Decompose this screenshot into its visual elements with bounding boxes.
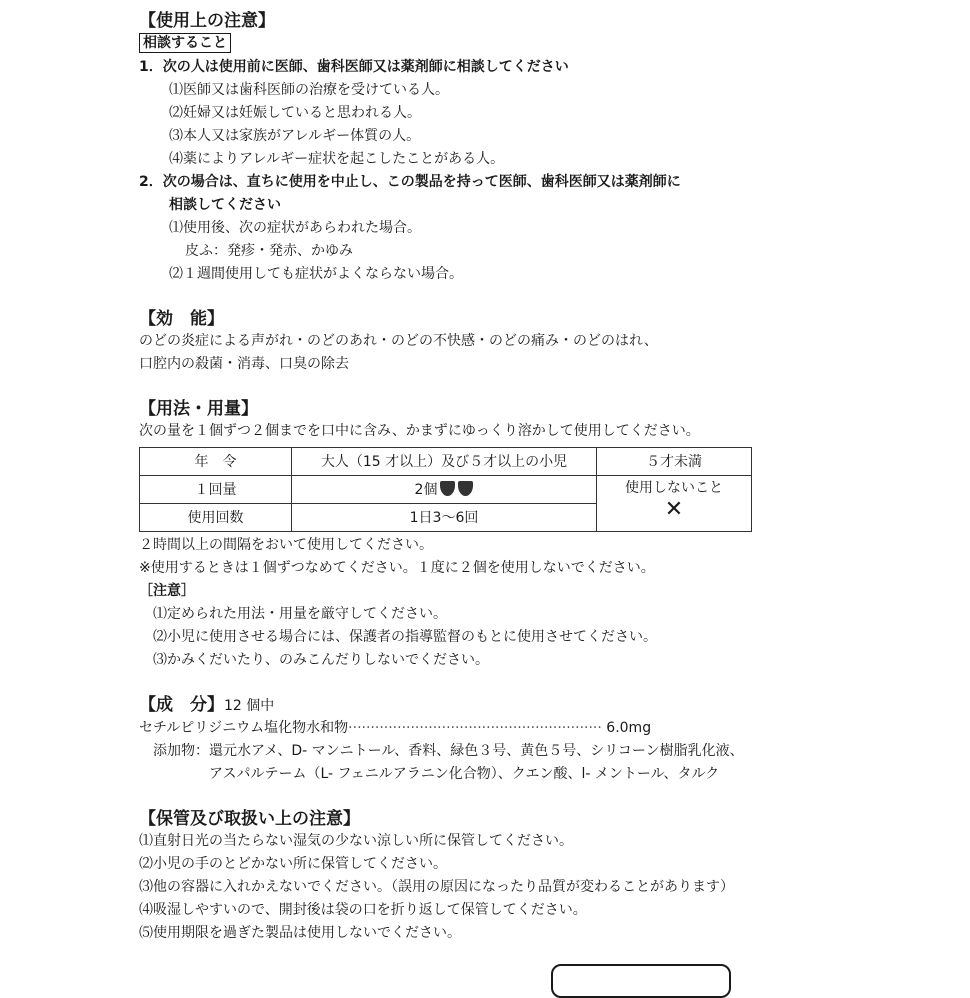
- dose-amount: 2個: [414, 481, 438, 498]
- caution-item1-sub: ⑴医師又は歯科医師の治療を受けている人。: [169, 82, 449, 98]
- table-row: [140, 476, 752, 504]
- efficacy-heading: 【効 能】: [139, 309, 224, 329]
- caution-skin-symptoms: 皮ふ：発疹・発赤、かゆみ: [185, 243, 353, 259]
- additives-label: 添加物：: [153, 743, 209, 759]
- dosage-note: ⑶かみくだいたり、のみこんだりしないでください。: [153, 652, 489, 668]
- consult-tag: 相談すること: [139, 33, 231, 53]
- caution-item2-title-cont: 相談してください: [169, 197, 281, 213]
- additives-text: アスパルテーム（L- フェニルアラニン化合物）、クエン酸、l- メントール、タルク: [209, 766, 720, 782]
- caution-item2-sub: ⑴使用後、次の症状があらわれた場合。: [169, 220, 421, 236]
- active-ingredient-amount: 6.0mg: [606, 720, 652, 736]
- dosage-warning: ※使用するときは１個ずつなめてください。１度に２個を使用しないでください。: [139, 560, 655, 576]
- efficacy-text: のどの炎症による声がれ・のどのあれ・のどの不快感・のどの痛み・のどのはれ、: [139, 333, 658, 349]
- dosage-note-heading: ［注意］: [139, 583, 195, 599]
- table-row: [140, 448, 752, 476]
- additives-row: [139, 740, 839, 786]
- dosage-note: ⑵小児に使用させる場合には、保護者の指導監督のもとに使用させてください。: [153, 629, 657, 645]
- efficacy-text: 口腔内の殺菌・消毒、口臭の除去: [139, 356, 349, 372]
- ingredients-title: 【成 分】: [139, 695, 224, 715]
- dosage-interval: ２時間以上の間隔をおいて使用してください。: [139, 537, 433, 553]
- storage-item: ⑶他の容器に入れかえないでください。（誤用の原因になったり品質が変わることがあります）: [139, 879, 734, 895]
- additives-text: 還元水アメ、D- マンニトール、香料、緑色３号、黄色５号、シリコーン樹脂乳化液、: [209, 743, 744, 759]
- storage-item: ⑵小児の手のとどかない所に保管してください。: [139, 856, 447, 872]
- table-cell-frequency-value: 1日3～6回: [292, 504, 597, 532]
- table-cell-under5: [597, 476, 752, 532]
- caution-heading: 【使用上の注意】: [139, 11, 275, 31]
- dosage-table: [139, 447, 752, 532]
- storage-heading: 【保管及び取扱い上の注意】: [139, 809, 360, 829]
- caution-item1-sub: ⑷薬によりアレルギー症状を起こしたことがある人。: [169, 151, 505, 167]
- dosage-note: ⑴定められた用法・用量を厳守してください。: [153, 606, 447, 622]
- table-header-under5: ５才未満: [597, 448, 752, 476]
- storage-item: ⑴直射日光の当たらない湿気の少ない涼しい所に保管してください。: [139, 833, 573, 849]
- active-ingredient-row: [139, 717, 839, 740]
- active-ingredient-name: セチルピリジニウム塩化物水和物: [139, 720, 349, 736]
- leader-dots: ·························································: [348, 720, 602, 736]
- additives-list: [209, 740, 744, 786]
- caution-item2-title: 2．次の場合は、直ちに使用を中止し、この製品を持って医師、歯科医師又は薬剤師に: [139, 174, 681, 190]
- table-header-adult: 大人（15 才以上）及び５才以上の小児: [292, 448, 597, 476]
- storage-item: ⑷吸湿しやすいので、開封後は袋の口を折り返して保管してください。: [139, 902, 587, 918]
- bottom-frame: [551, 964, 731, 998]
- lozenge-icon: [440, 481, 455, 496]
- storage-item: ⑸使用期限を過ぎた製品は使用しないでください。: [139, 925, 461, 941]
- dosage-heading: 【用法・用量】: [139, 399, 258, 419]
- under5-text: 使用しないこと: [625, 480, 723, 496]
- ingredients-heading: [139, 694, 839, 717]
- ingredients-per: 12 個中: [224, 698, 275, 714]
- caution-item1-sub: ⑶本人又は家族がアレルギー体質の人。: [169, 128, 421, 144]
- caution-item1-sub: ⑵妊婦又は妊娠していると思われる人。: [169, 105, 421, 121]
- lozenge-icon: [458, 481, 473, 496]
- table-cell-dose-value: [292, 476, 597, 504]
- table-header-age: 年 令: [140, 448, 292, 476]
- cross-icon: ✕: [664, 497, 684, 522]
- dosage-intro: 次の量を１個ずつ２個までを口中に含み、かまずにゆっくり溶かして使用してください。: [139, 423, 700, 439]
- caution-item2-sub: ⑵１週間使用しても症状がよくならない場合。: [169, 266, 463, 282]
- caution-item1-title: 1．次の人は使用前に医師、歯科医師又は薬剤師に相談してください: [139, 59, 569, 75]
- table-cell-dose-label: １回量: [140, 476, 292, 504]
- table-cell-frequency-label: 使用回数: [140, 504, 292, 532]
- package-insert: [139, 10, 839, 945]
